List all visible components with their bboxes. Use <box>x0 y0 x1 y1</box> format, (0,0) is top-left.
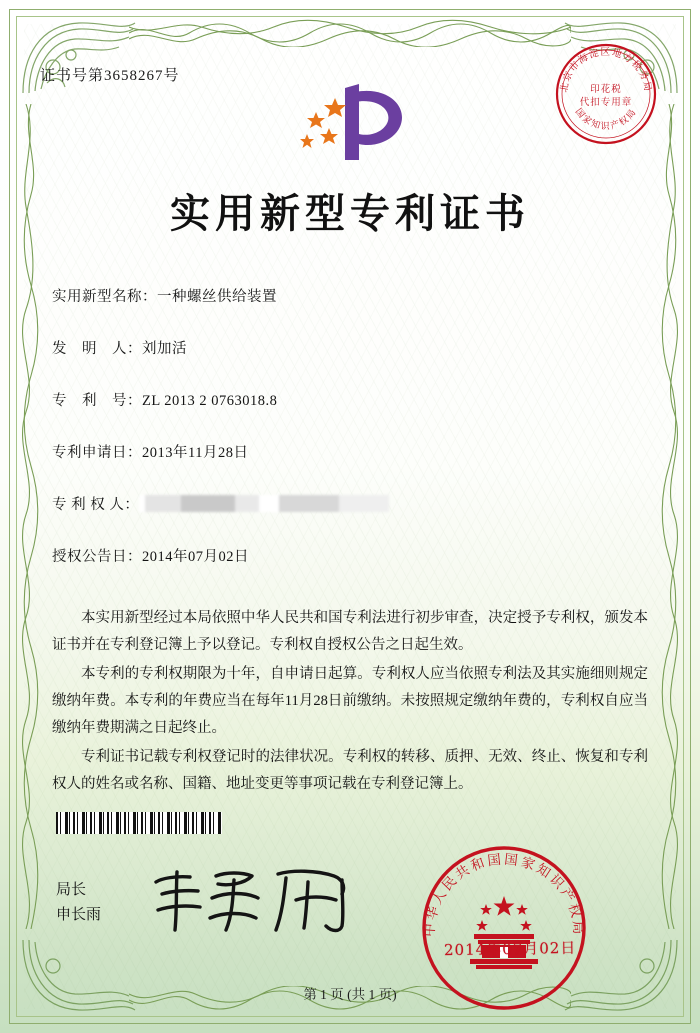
paragraph-grant-statement: 本实用新型经过本局依照中华人民共和国专利法进行初步审查，决定授予专利权，颁发本证书并在专利登记簿上予以登记。专利权自授权公告之日起生效。 <box>52 610 648 653</box>
svg-text:代扣专用章: 代扣专用章 <box>579 97 633 108</box>
director-name-label: 申长雨 <box>56 907 102 923</box>
field-utility-model-name <box>52 285 652 337</box>
field-value: 2013年11月28日 <box>142 445 249 461</box>
handwritten-signature <box>146 860 366 940</box>
stamp-date: 2014年07月02日 <box>443 938 577 960</box>
certificate-fields <box>52 285 652 597</box>
tax-office-stamp <box>554 42 658 146</box>
paragraph-term-and-fees: 本专利的专利权期限为十年，自申请日起算。专利权人应当依照专利法及其实施细则规定缴纳年费。本专利的年费应当在每年11月28日前缴纳。未按照规定缴纳年费的，专利权自应当缴纳年费期满之日起终止。 <box>52 666 648 736</box>
svg-text:中华人民共和国国家知识产权局: 中华人民共和国国家知识产权局 <box>421 851 587 938</box>
field-label: 授权公告日： <box>52 549 142 565</box>
field-label: 专利申请日： <box>52 445 142 461</box>
barcode <box>56 812 222 834</box>
paragraph-registry-notice: 专利证书记载专利权登记时的法律状况。专利权的转移、质押、无效、终止、恢复和专利权人的姓名或名称、国籍、地址变更等事项记载在专利登记簿上。 <box>52 749 648 792</box>
certificate-number: 证书号第3658267号 <box>40 68 180 84</box>
redacted-patentee-value <box>139 495 389 512</box>
field-value: 一种螺丝供给装置 <box>157 289 277 305</box>
field-value: 刘加活 <box>142 341 187 357</box>
field-patent-number <box>52 389 652 441</box>
svg-text:国家知识产权局: 国家知识产权局 <box>572 106 640 132</box>
field-value: 2014年07月02日 <box>142 549 249 565</box>
field-grant-announcement-date <box>52 545 652 597</box>
legal-text-body <box>52 605 648 800</box>
field-label: 发 明 人： <box>52 341 142 357</box>
cnipa-logo-icon <box>289 82 419 162</box>
page-footer: 第 1 页 (共 1 页) <box>303 987 397 1002</box>
field-inventor <box>52 337 652 389</box>
field-value: ZL 2013 2 0763018.8 <box>142 393 278 409</box>
svg-text:印花税: 印花税 <box>590 84 622 95</box>
director-role-label: 局长 <box>56 882 87 898</box>
field-label: 实用新型名称： <box>52 289 157 305</box>
field-patentee <box>52 493 652 545</box>
field-label: 专 利 权 人： <box>52 497 140 513</box>
svg-text:北京市海淀区地方税务局: 北京市海淀区地方税务局 <box>558 47 654 94</box>
signature-labels <box>56 878 101 928</box>
field-application-date <box>52 441 652 493</box>
field-label: 专 利 号： <box>52 393 142 409</box>
page-title: 实用新型专利证书 <box>170 190 530 237</box>
